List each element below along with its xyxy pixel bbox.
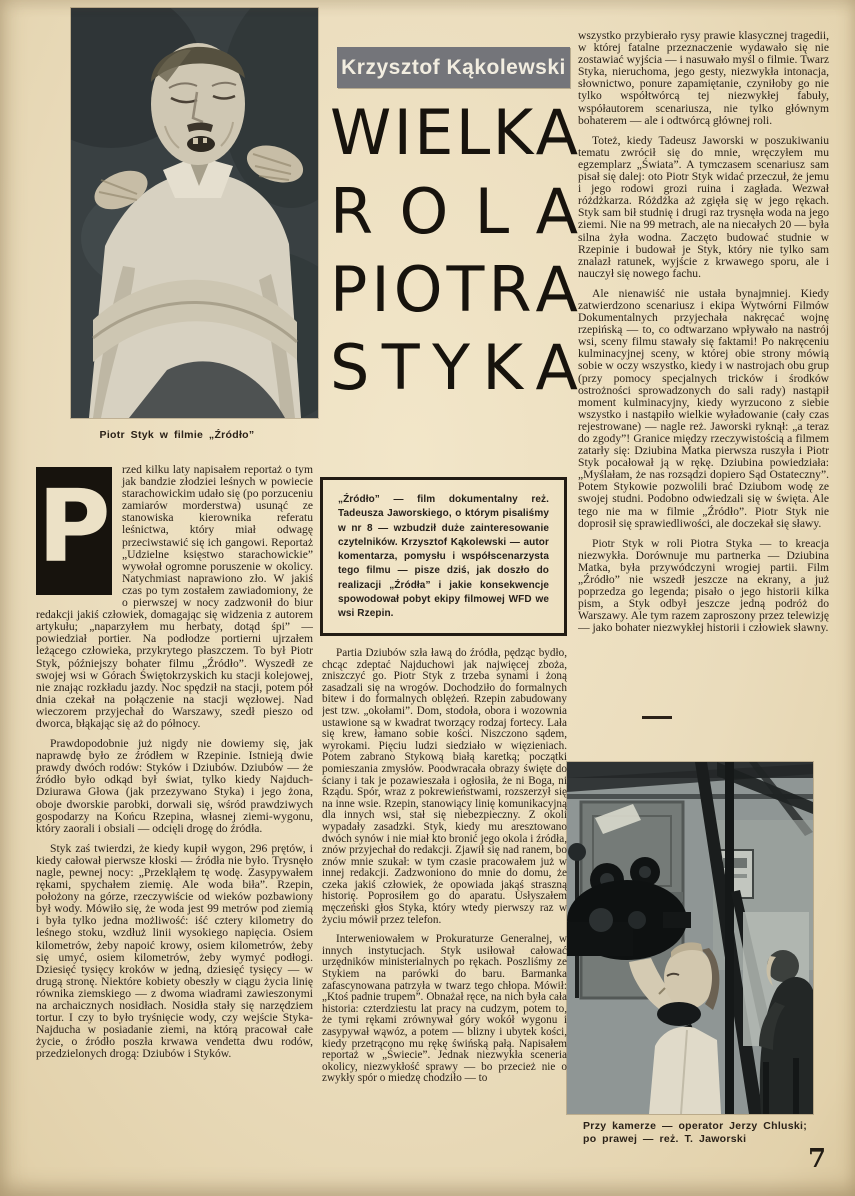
paragraph: Piotr Styk w roli Piotra Styka — to kreacja niezwykła. Dorównuje mu partnerka — Dziubina Matka, była przywódczyni wrogiej partii. Film „Źródło” nie wszedł jeszcze na ekrany, a już poprzedza go legenda; pisało o jego historii kilka pism, a Styk odbył jeszcze jedną podróż do Warszawy. Ale tym razem zaproszony przez telewizję — jako bohater niezwykłej historii i człowiek sławny. bbox=[578, 536, 829, 635]
paragraph: Partia Dziubów szła ławą do źródła, pędząc bydło, chcąc zdeptać Najduchowi jak najwięcej zboża, zniszczyć go. Piotr Styk z trzeba synami i żoną zasadzali się na wrogów. Dochodziło do formalnych bitew i do formalnych oblężeń. Rzepin zabudowany jest tzw. „okołami”. Dom, stodoła, obora i wozownia ustawione są w kwadrat tworzący rodzaj fortecy. Lała się krew, łamano sobie kości. Niszczono sądem, wyrokami. Pięciu ludzi siedziało w więzieniach. Potem zabrano Stykową białą karetką; początki pomieszania zmysłów. Poodwracała obrazy święte do ściany i tak je pozawieszała i ogłosiła, że ni Boga, ni Rządu. Spór, wraz z pokrewieństwami, rozszerzył się na inne wsie. Rzepin, stanowiący linię komunikacyjną dla innych wsi, stał się niebezpieczny. Z okoli wypadały zasadzki. Styk, kiedy mu aresztowano dwóch synów i nie miał kto bronić jego okola i źródła, znów przyjechał do redakcji. Zjawił się nad ranem, bo znów mnie szukał: w tym czasie pracowałem już w innej redakcji. Zadzwoniono do mnie do domu, że czeka jakiś człowiek, że opowiada jakąś straszną historię. Poprosiłem go do aparatu. Usłyszałem męczeński głos Styka, który wtedy pierwszy raz w życiu mówił przez telefon. bbox=[322, 648, 567, 926]
camera-operator-illustration bbox=[567, 762, 813, 1114]
paragraph bbox=[36, 464, 313, 730]
film-still-illustration bbox=[71, 8, 318, 418]
paragraph: Prawdopodobnie już nigdy nie dowiemy się, jak naprawdę było ze źródłem w Rzepinie. Istnieją dwie prawdy dwóch rodów: Styków i Dziubów. Dziubów — że źródło było odkąd był świat, tylko kiedy Najduch-Dziurawa Głowa (jak przezywano Styka) i jego żona, oboje dworskie parobki, dorwali się, wśród prawdziwych gospodarzy na Końcu Rzepina, własnej ziemi-wygonu, który zaorali i obsiali — odcięli drogę do źródła. bbox=[36, 737, 313, 835]
top-photo-caption: Piotr Styk w filmie „Źródło” bbox=[99, 429, 255, 441]
right-text-column bbox=[578, 30, 829, 714]
bottom-photo-caption: Przy kamerze — operator Jerzy Chluski; po prawej — reż. T. Jaworski bbox=[583, 1120, 808, 1145]
paragraph-text: rzed kilku laty napisałem reportaż o tym jak bandzie złodziei leśnych w powiecie starachowickim udało się (po porzuceniu zamiarów morderstwa) usunąć ze stanowiska kierownika referatu leśnictwa, który miał odwagę przeciwstawić się ich gangowi. Reportaż „Udzielne księstwo starachowickie” wywołał ogromne poruszenie w okolicy. Natychmiast naprawiono zło. W jakiś czas po tym zostałem zawiadomiony, że o pierwszej w nocy zadzwonił do biur redakcji jakiś człowiek, domagając się widzenia z autorem artykułu; „naparzyłem mu herbaty, dotąd śpi” — powiedział portier. Na podłodze portierni ujrzałem leżącego człowieka, przykrytego płaszczem. To był Piotr Styk, późniejszy bohater filmu „Źródło”. Wyszedł ze swojej wsi w Górach Świętokrzyskich ku stacji kolejowej, nie znając rozkładu jazdy. Noc spędził na stacji, potem pół dnia czekał na połączenie na stacji węzłowej. Nad wieczorem przyjechał do Warszawy, szedł pieszo od dworca, błąkając się aż do północy. bbox=[36, 464, 313, 730]
paragraph: wszystko przybierało rysy prawie klasycznej tragedii, w której fatalne przeznaczenie wydawało się nie zostawiać wyjścia — i nasuwało myśl o filmie. Twarz Styka, nieruchoma, jego gesty, niezwykła intonacja, słownictwo, ponure zapamiętanie, czyniłoby go nie tylko współtwórcą tej niezwykłej fabuły, współautorem scenariusza, nie tylko głównym bohaterem — ale i odtwórcą głównej roli. bbox=[578, 30, 829, 127]
paragraph: Styk zaś twierdzi, że kiedy kupił wygon, 296 prętów, i kiedy całował pierwsze kłoski — źródła nie było. Trysnęło nagle, pewnej nocy: „Przekląłem tę wodę. Zasypywałem rękami, spychałem ziemię. Ale woda biła”. Rzepin, położony na górze, rzeczywiście od wieków pozbawiony był wody. Mówiło się, że woda jest 99 metrów pod ziemią i była tylko jedna możliwość: iść cztery kilometry do leśnego stoku, wzdłuż linii wysokiego napięcia. Osiem kilometrów, żeby napoić krowy, osiem kilometrów, żeby się umyć, osiem kilometrów, żeby wymyć podłogi. Dziesięć tysięcy kroków w jedną, dziesięć tysięcy — w drugą stronę. Niektóre kobiety obeszły w ciągu życia linię równika ziemskiego — z dwoma wiadrami zawieszonymi na archaicznych nosidłach. Nosidła stały się narzędziem tortur. I czy to było tryśnięcie wody, czy wejście Styka-Najducha w posiadanie ziemi, na którą pracował całe życie, o źródło poszła krwawa vendetta dwu rodów, przedzielonych drogą: Dziubów i Styków. bbox=[36, 841, 313, 1061]
article-end-rule bbox=[642, 716, 672, 719]
headline-line-1: W I E L K A bbox=[330, 96, 578, 169]
paragraph: Ale nienawiść nie ustała bynajmniej. Kiedy zatwierdzono scenariusz i ekipa Wytwórni Filmów Dokumentalnych przyjechała nakręcać wojnę rzepińską — to, co odtwarzano wpływało na nastrój wsi, sceny filmu stawały się faktami! Po nakręceniu kulminacyjnej sceny, w której obie strony mówią sobie w oczy wszystko, kiedy i w nastrojach obu grup (przy pomocy specjalnych tricków i środków ostrożności sprowadzonych do sali rady) nastąpił moment kulminacyjny, kiedy wyrzucono z siebie wszystko i nastąpiło wielkie wyładowanie (cały czas rejestrowane) — nagle reż. Jaworski ryknął: „a teraz do zgody”! Granice między rzeczywistością a filmem zatarły się: Dziubina Matka pierwsza ruszyła i Piotr Styk pocałował ją w rękę. Dziubina powiedziała: „Myślałam, że nas rozsądzi dopiero Sąd Ostateczny”. Potem Stykowie pozwolili brać Dziubom wodę ze swojej studni. Podobno odwiedzali się w święta. Ale tego nie ma w filmie „Źródło”. Piotr Styk nie doprosił się sprawiedliwości, ale doczekał się sławy. bbox=[578, 286, 829, 530]
paragraph: Interweniowałem w Prokuraturze Generalnej, w innych instytucjach. Styk usiłował całować urzędników ministerialnych po rękach. Poszliśmy ze Stykiem na parówki do baru. Barmanka zafascynowana patrzyła w twarz tego chłopa. Mówił: „Ktoś padnie trupem”. Obnażał ręce, na nich była cała historia: czterdziestu lat pracy na cudzym, potem to, że tymi rękami zrównywał góry wokół wygonu i zasypywał wąwóz, a potem — blizny i ubytek kości, kiedy przetrącono mu rękę świńską pałą. Napisałem reportaż w „Świecie”. Jednak niezwykła sceneria okolicy, niezwykłość sprawy — bo przecież nie o zwykły spór o miedzę chodziło — to bbox=[322, 933, 567, 1085]
headline-line-3: P I O T R A bbox=[330, 253, 578, 326]
paragraph: Toteż, kiedy Tadeusz Jaworski w poszukiwaniu tematu zwrócił się do mnie, wręczyłem mu egzemplarz „Świata”. A tymczasem scenariusz sam pisał się dalej: oto Piotr Styk widać przeczuł, że jemu i jego rodowi grozi ruina i zagłada. Wezwał różdżkarza. Różdżka aż zgięła się w jego rękach. Styk sam bił studnię i drugi raz trysnęła woda na jego ziemi. Nie na 99 metrach, ale na niecałych 20 — była silna żyła wodna. Zaczęto budować studnie w Rzepinie i budował je Styk, który nie tylko sam znalazł ratunek, wyjście z krwawego sporu, ale i nauczył się nowego fachu. bbox=[578, 133, 829, 280]
drop-cap: P bbox=[36, 467, 112, 595]
left-text-column bbox=[36, 464, 313, 1164]
headline-line-4: S T Y K A bbox=[330, 331, 578, 404]
editor-note-text: „Źródło” — film dokumentalny reż. Tadeusza Jaworskiego, o którym pisaliśmy w nr 8 — wzbudził duże zainteresowanie czytelników. Krzysztof Kąkolewski — autor komentarza, pomysłu i współscenarzysta tego filmu — pisze dziś, jak doszło do realizacji „Źródła” i jakie konsekwencje spowodował pobyt ekipy filmowej WFD we wsi Rzepin. bbox=[338, 494, 549, 620]
camera-operator-photo bbox=[567, 762, 813, 1114]
middle-text-column bbox=[322, 648, 567, 1150]
editor-note-box bbox=[320, 477, 567, 636]
page-number: 7 bbox=[808, 1144, 827, 1174]
film-still-photo bbox=[71, 8, 318, 418]
headline-line-2: R O L A bbox=[330, 175, 578, 248]
author-byline: Krzysztof Kąkolewski bbox=[337, 47, 570, 88]
